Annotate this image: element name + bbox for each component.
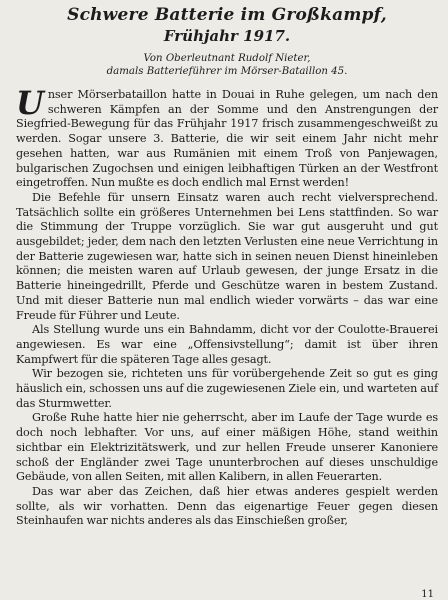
paragraph: Große Ruhe hatte hier nie geherrscht, aber im Laufe der Tage wurde es doch noch lebhafter. Vor uns, auf einer mäßigen Höhe, stand weithin sichtbar ein Elektrizitätswerk, und zur hellen Freude unserer Kanoniere schoß der Engländer zwei Tage ununterbrochen auf dieses unschuldige Gebäude, von allen Seiten, mit allen Kalibern, in allen Feuerarten. <box>16 411 438 484</box>
paragraph-text: nser Mörserbataillon hatte in Douai in Ruhe gelegen, um nach den schweren Kämpfen an der Somme und den Anstrengungen der Siegfried-Bewegung für das Frühjahr 1917 frisch zusammengeschweißt zu werden. Sogar unsere 3. Batterie, die wir seit einem Jahr nicht mehr gesehen hatten, war aus Rumänien mit einem Troß von Panjewagen, bulgarischen Zugochsen und einigen leibhaftigen Türken an der Westfront eingetroffen. Nun mußte es doch endlich mal Ernst werden! <box>16 88 438 190</box>
paragraph: Wir bezogen sie, richteten uns für vorübergehende Zeit so gut es ging häuslich ein, schossen uns auf die zugewiesenen Ziele ein, und warteten auf das Sturmwetter. <box>16 367 438 410</box>
drop-cap: U <box>16 84 44 122</box>
body-text <box>16 84 438 529</box>
paragraph: Das war aber das Zeichen, daß hier etwas anderes gespielt werden sollte, als wir vorhatten. Denn das eigenartige Feuer gegen diesen Steinhaufen war nichts anderes als das Einschießen großer, <box>16 484 438 528</box>
paragraph: Die Befehle für unsern Einsatz waren auch recht vielversprechend. Tatsächlich sollte ein größeres Unternehmen bei Lens stattfinden. So war die Stimmung der Truppe vorzüglich. Sie war gut ausgeruht und gut ausgebildet; jeder, dem nach den letzten Verlusten eine neue Verrichtung in der Batterie zugewiesen war, hatte sich in seinen neuen Dienst hineinleben können; die meisten waren auf Urlaub gewesen, der junge Ersatz in die Batterie hineingedrillt, Pferde und Geschütze waren in bestem Zustand. Und mit dieser Batterie nun mal endlich wieder vorwärts – das war eine Freude für Führer und Leute. <box>16 190 438 322</box>
byline-author: Von Oberleutnant Rudolf Nieter, <box>143 53 311 64</box>
page-number: 11 <box>421 589 434 600</box>
paragraph <box>16 84 438 191</box>
paragraph: Als Stellung wurde uns ein Bahndamm, dicht vor der Coulotte-Brauerei angewiesen. Es war eine „Offensivstellung“; damit ist über ihren Kampfwert für die späteren Tage alles gesagt. <box>16 323 438 366</box>
chapter-subtitle: Frühjahr 1917. <box>163 27 291 45</box>
byline <box>16 52 438 78</box>
chapter-title: Schwere Batterie im Großkampf, <box>67 5 387 25</box>
byline-role: damals Batterieführer im Mörser-Bataillon 45. <box>106 66 348 77</box>
